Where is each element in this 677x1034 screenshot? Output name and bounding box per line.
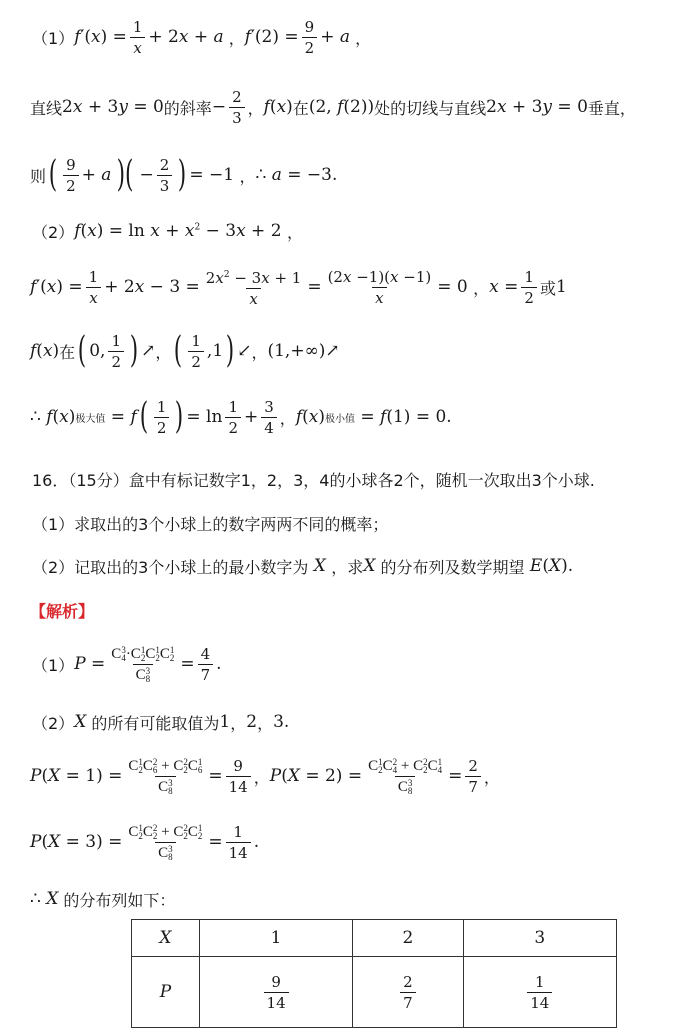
table-header-cell: X xyxy=(132,920,200,957)
table-cell: $\frac{1}{14}$ xyxy=(463,957,616,1028)
table-header-cell: 2 xyxy=(353,920,463,957)
part2-monotonic-line: f ( x ) 在 ( 0, $\frac{1}{2}$ ) ↗ ， ( $\frac{1}{2}$ ,1 ) ↙ ， (1,+∞) ↗ xyxy=(30,330,340,371)
increasing-arrow-icon: ↗ xyxy=(325,341,340,361)
part1-label: （1） xyxy=(32,28,75,48)
table-header-cell: 1 xyxy=(199,920,352,957)
part2-label: （2） xyxy=(32,222,75,242)
decreasing-arrow-icon: ↙ xyxy=(237,341,252,361)
table-row-label: P xyxy=(132,957,200,1028)
part2-function-line: （2） f ( x ) = ln x + x $^2$ − 3 x + 2 ， xyxy=(32,221,303,242)
table-cell: $\frac{9}{14}$ xyxy=(199,957,352,1028)
analysis-label: 【解析】 xyxy=(30,601,95,621)
increasing-arrow-icon: ↗ xyxy=(141,341,156,361)
distribution-table xyxy=(131,919,617,1028)
q16-question-2: （2）记取出的3个小球上的最小数字为 X ，求 X 的分布列及数学期望 E ( X ). xyxy=(32,556,574,577)
answer-1-line: （1） P = C 3 4 ·C 1 2 C 1 2 C 1 2 C 3 8 = $\frac{4}{7}$ . xyxy=(32,644,222,685)
q16-question-1: （1）求取出的3个小球上的数字两两不同的概率； xyxy=(32,514,389,534)
answer-2-intro: （2） X 的所有可能取值为 1 ， 2 ， 3. xyxy=(32,712,290,733)
prob-x3-line: P ( X = 3) = C 1 2 C 2 2 + C 2 2 C 1 2 C 3 8 = $\frac{1}{14}$ . xyxy=(30,822,260,863)
distribution-intro: ∴ X 的分布列如下： xyxy=(30,889,176,910)
q16-stem: 16．（15分）盒中有标记数字1，2，3，4的小球各2个，随机一次取出3个小球. xyxy=(32,470,595,490)
table-header-row xyxy=(132,920,617,957)
table-header-cell: 3 xyxy=(463,920,616,957)
table-cell: $\frac{2}{7}$ xyxy=(353,957,463,1028)
part1-slope-line: 直线 2 x + 3 y = 0 的斜率 − $\frac{2}{3}$ ， f ( x ) 在 (2, f (2)) 处的切线与直线 2 x + 3 y = 0 垂直， xyxy=(30,87,636,127)
table-row xyxy=(132,957,617,1028)
prob-x1-x2-line: P ( X = 1) = C 1 2 C 2 6 + C 2 2 C 1 6 C 3 8 = $\frac{9}{14}$ ， P ( X = 2) = C 1 2 C 2 4 + C 2 2 C 1 4 C 3 8 = $\frac{2}{7}$ ， xyxy=(30,756,500,797)
part2-derivative-line: f ′( x ) = $\frac{1}{x}$ + 2 x − 3 = $\frac{2x^2 - 3x + 1}{x}$ = $\frac{(2x -1)(x -1)}{x}$ = 0 ， x = $\frac{1}{2}$ 或 1 xyxy=(30,267,567,308)
part1-condition-line: 则 ( $\frac{9}{2}$ + a )( − $\frac{2}{3}$ ) = −1 ， ∴ a = −3. xyxy=(30,154,338,195)
part2-extrema-line: ∴ f ( x ) 极大值 = f ( $\frac{1}{2}$ ) = ln $\frac{1}{2}$ + $\frac{3}{4}$ ， f ( x ) 极小值 = f (1) = 0. xyxy=(30,396,452,437)
part1-derivative-line: （1） f ′( x ) = $\frac{1}{x}$ + 2 x + a ， f ′(2) = $\frac{9}{2}$ + a ， xyxy=(32,17,372,57)
